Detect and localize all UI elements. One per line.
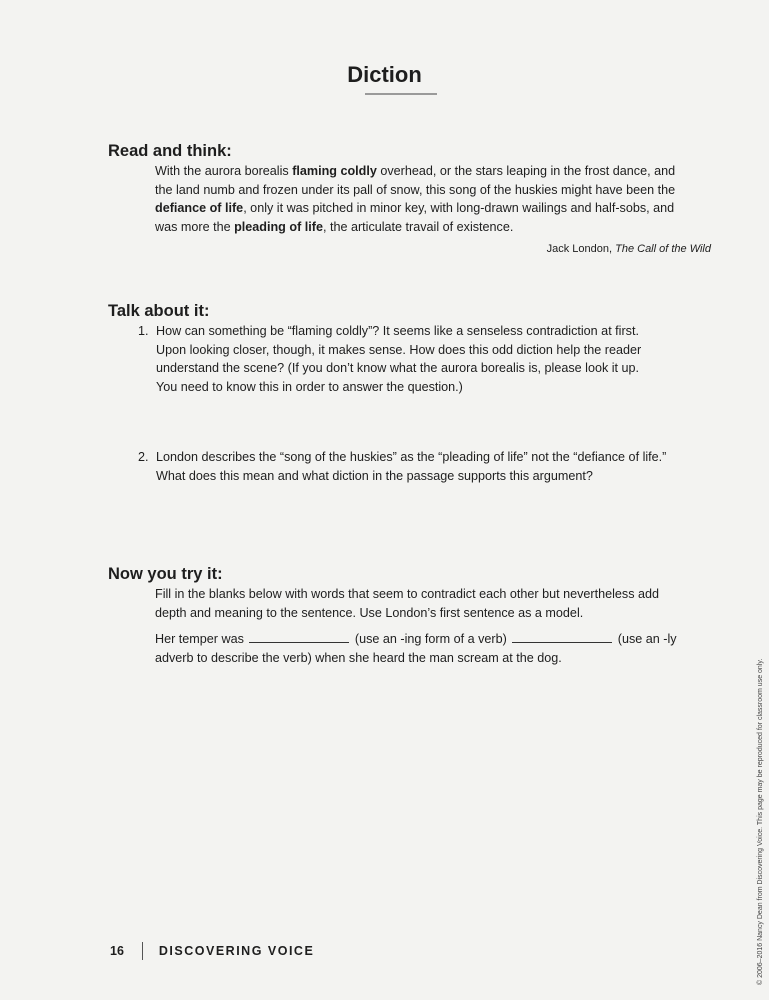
question-line: You need to know this in order to answer the question.): [156, 379, 463, 394]
work-title: The Call of the Wild: [615, 243, 711, 255]
sentence-hint-1: (use an -ing form of a verb): [354, 632, 507, 646]
question-number: 1.: [138, 324, 149, 338]
question-line: London describes the “song of the huskies” as the “pleading of life” not the “defiance of life.”: [156, 450, 667, 464]
page-title: Diction: [347, 62, 422, 87]
talk-heading: Talk about it:: [108, 302, 210, 320]
quote-line: the land numb and frozen under its pall of snow, this song of the huskies might have been the: [155, 182, 676, 197]
try-heading: Now you try it:: [108, 565, 223, 583]
quote-passage: [155, 162, 715, 236]
blank-field-2[interactable]: [512, 630, 612, 643]
page-footer: [110, 942, 314, 960]
sentence-hint-2: (use an -ly: [617, 632, 677, 646]
question-number: 2.: [138, 450, 149, 464]
instruction-line: depth and meaning to the sentence. Use London’s first sentence as a model.: [155, 605, 584, 620]
sentence-start: Her temper was: [155, 632, 244, 646]
author: Jack London,: [546, 243, 616, 255]
try-instructions: [155, 585, 725, 622]
emphasized-phrase: pleading of life: [234, 219, 323, 234]
title-underline: [365, 93, 437, 95]
instruction-line: Fill in the blanks below with words that seem to contradict each other but nevertheless add: [155, 587, 660, 601]
sentence-end: adverb to describe the verb) when she heard the man scream at the dog.: [155, 650, 562, 665]
quote-line: With the aurora borealis flaming coldly overhead, or the stars leaping in the frost dance, and: [155, 164, 676, 178]
question-item: [138, 322, 716, 396]
emphasized-phrase: defiance of life: [155, 201, 244, 216]
quote-attribution: [547, 243, 711, 255]
fill-in-sentence: [155, 630, 725, 667]
question-item: [138, 448, 731, 485]
blank-field-1[interactable]: [249, 630, 349, 643]
page-number: 16: [110, 944, 124, 958]
book-title: DISCOVERING VOICE: [158, 944, 315, 958]
read-heading: Read and think:: [108, 142, 232, 160]
question-line: How can something be “flaming coldly”? It seems like a senseless contradiction at first.: [156, 324, 639, 338]
emphasized-phrase: flaming coldly: [292, 164, 377, 178]
quote-line: defiance of life, only it was pitched in minor key, with long-drawn wailings and half-sobs, and: [155, 201, 675, 216]
question-line: Upon looking closer, though, it makes sense. How does this odd diction help the reader: [156, 342, 642, 357]
footer-divider: [142, 942, 143, 960]
copyright-notice: © 2006–2016 Nancy Dean from Discovering Voice. This page may be reproduced for classroom use only.: [757, 658, 764, 985]
quote-line: was more the pleading of life, the articulate travail of existence.: [155, 219, 514, 234]
question-line: understand the scene? (If you don’t know what the aurora borealis is, please look it up.: [156, 361, 640, 376]
question-line: What does this mean and what diction in the passage supports this argument?: [156, 468, 593, 483]
